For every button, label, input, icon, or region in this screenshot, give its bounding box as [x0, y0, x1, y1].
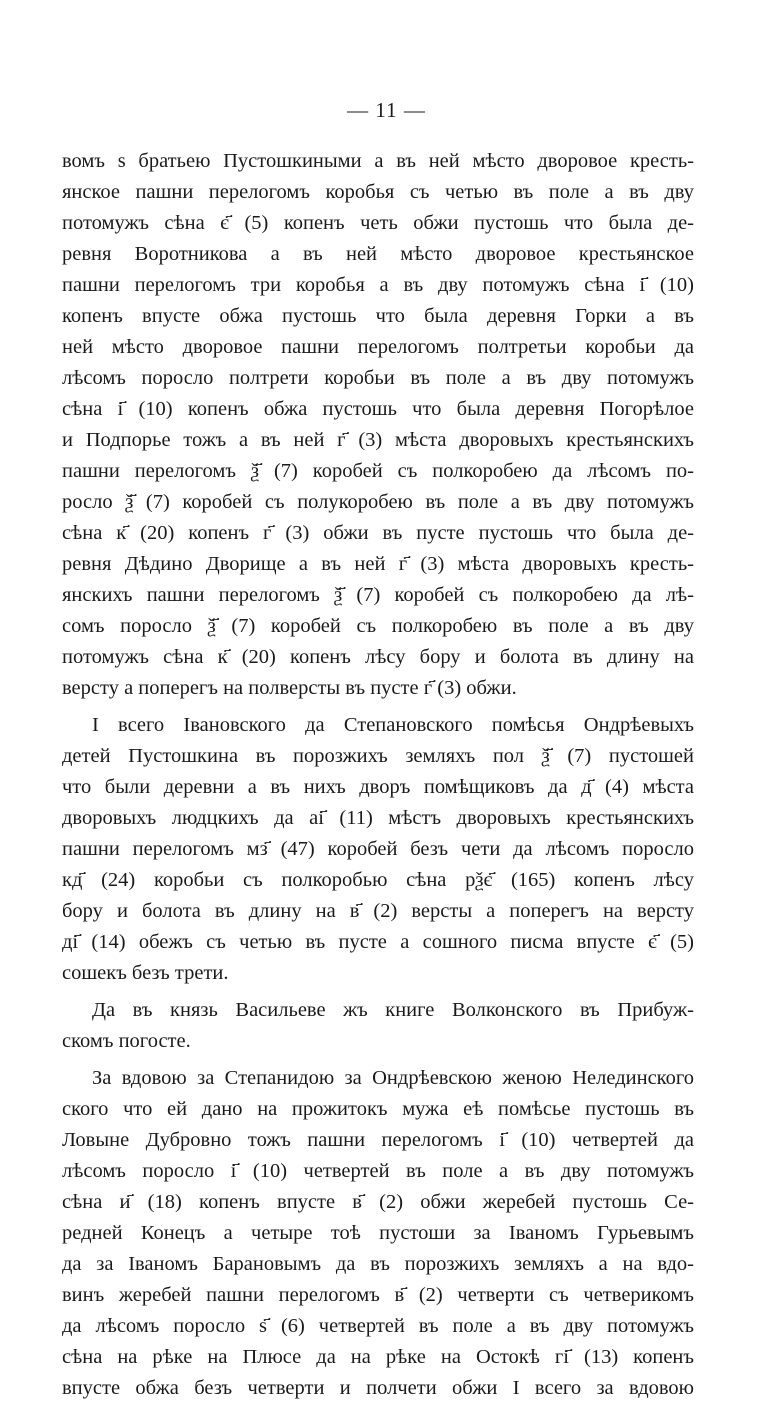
- text-line: За вдовою за Степанидою за Ондрѣевскою женою Нелединского: [92, 1067, 694, 1089]
- text-line: пашни перелогомъ три коробья а въ дву потомужъ сѣна і҃ (10): [62, 274, 694, 296]
- text-line: кд҃ (24) коробьи съ полкоробью сѣна рѯє҃ (165) копенъ лѣсу: [62, 869, 694, 891]
- text-line: лѣсомъ поросло і҃ (10) четвертей въ поле а въ дву потомужъ: [62, 1160, 694, 1182]
- text-line: пашни перелогомъ ѯ҃ (7) коробей съ полкоробею да лѣсомъ по-: [62, 460, 694, 482]
- text-line: копенъ впусте обжа пустошь что была деревня Горки а въ: [62, 305, 694, 327]
- text-line: потомужъ сѣна к҃ (20) копенъ лѣсу бору и болота въ длину на: [62, 646, 694, 668]
- text-line: пашни перелогомъ мз҃ (47) коробей безъ чети да лѣсомъ поросло: [62, 838, 694, 860]
- text-line: редней Конецъ а четыре тоѣ пустоши за Іваномъ Гурьевымъ: [62, 1222, 694, 1244]
- text-line: росло ѯ҃ (7) коробей съ полукоробею въ поле а въ дву потомужъ: [62, 491, 694, 513]
- text-line: ского что ей дано на прожитокъ мужа еѣ помѣсье пустошь въ: [62, 1098, 694, 1120]
- text-line: винъ жеребей пашни перелогомъ в҃ (2) четверти съ четверикомъ: [62, 1284, 694, 1306]
- paragraph-2: [62, 710, 694, 989]
- text-line: да лѣсомъ поросло ѕ҃ (6) четвертей въ поле а въ дву потомужъ: [62, 1315, 694, 1337]
- text-line: сошекъ безъ трети.: [62, 962, 229, 984]
- text-line: сѣна на рѣке на Плюсе да на рѣке на Остокѣ гі҃ (13) копенъ: [62, 1346, 694, 1368]
- page-number: — 11 —: [347, 98, 426, 122]
- text-line: потомужъ сѣна є҃ (5) копенъ четь обжи пустошь что была де-: [62, 212, 694, 234]
- text-line: сѣна и҃ (18) копенъ впусте в҃ (2) обжи жеребей пустошь Се-: [62, 1191, 694, 1213]
- text-line: янскихъ пашни перелогомъ ѯ҃ (7) коробей съ полкоробею да лѣ-: [62, 584, 694, 606]
- text-line: версту а поперегъ на полверсты въ пусте г҃ (3) обжи.: [62, 677, 517, 699]
- text-line: сѣна і҃ (10) копенъ обжа пустошь что была деревня Погорѣлое: [62, 398, 694, 420]
- body-text: [62, 146, 694, 1404]
- text-line: ревня Дѣдино Дворище а въ ней г҃ (3) мѣста дворовыхъ кресть-: [62, 553, 694, 575]
- text-line: Ловыне Дубровно тожъ пашни перелогомъ і҃ (10) четвертей да: [62, 1129, 694, 1151]
- text-line: ді҃ (14) обежъ съ четью въ пусте а сошного писма впусте є҃ (5): [62, 931, 694, 953]
- paragraph-1: [62, 146, 694, 704]
- text-line: янское пашни перелогомъ коробья съ четью въ поле а въ дву: [62, 181, 694, 203]
- text-line: сомъ поросло ѯ҃ (7) коробей съ полкоробею въ поле а въ дву: [62, 615, 694, 637]
- text-line: ревня Воротникова а въ ней мѣсто дворовое крестьянское: [62, 243, 694, 265]
- text-line: что были деревни а въ нихъ дворъ помѣщиковъ да д҃ (4) мѣста: [62, 776, 694, 798]
- text-line: вомъ ѕ братьею Пустошкиными а въ ней мѣсто дворовое кресть-: [62, 150, 694, 172]
- text-line: ней мѣсто дворовое пашни перелогомъ полтретьи коробьи да: [62, 336, 694, 358]
- paragraph-4: [62, 1063, 694, 1404]
- paragraph-3: [62, 995, 694, 1057]
- text-line: детей Пустошкина въ порозжихъ земляхъ пол ѯ҃ (7) пустошей: [62, 745, 694, 767]
- text-line: впусте обжа безъ четверти и полчети обжи І всего за вдовою: [62, 1377, 694, 1399]
- text-line: бору и болота въ длину на в҃ (2) версты а поперегъ на версту: [62, 900, 694, 922]
- text-line: и Подпорье тожъ а въ ней г҃ (3) мѣста дворовыхъ крестьянскихъ: [62, 429, 694, 451]
- text-line: лѣсомъ поросло полтрети коробьи въ поле а въ дву потомужъ: [62, 367, 694, 389]
- text-line: Да въ князь Васильеве жъ книге Волконского въ Прибуж-: [92, 999, 694, 1021]
- text-line: скомъ погосте.: [62, 1030, 191, 1052]
- text-line: І всего Івановского да Степановского помѣсья Ондрѣевыхъ: [92, 714, 694, 736]
- text-line: сѣна к҃ (20) копенъ г҃ (3) обжи въ пусте пустошь что была де-: [62, 522, 694, 544]
- text-line: да за Іваномъ Барановымъ да въ порозжихъ земляхъ а на вдо-: [62, 1253, 694, 1275]
- text-line: дворовыхъ людцкихъ да аі҃ (11) мѣстъ дворовыхъ крестьянскихъ: [62, 807, 694, 829]
